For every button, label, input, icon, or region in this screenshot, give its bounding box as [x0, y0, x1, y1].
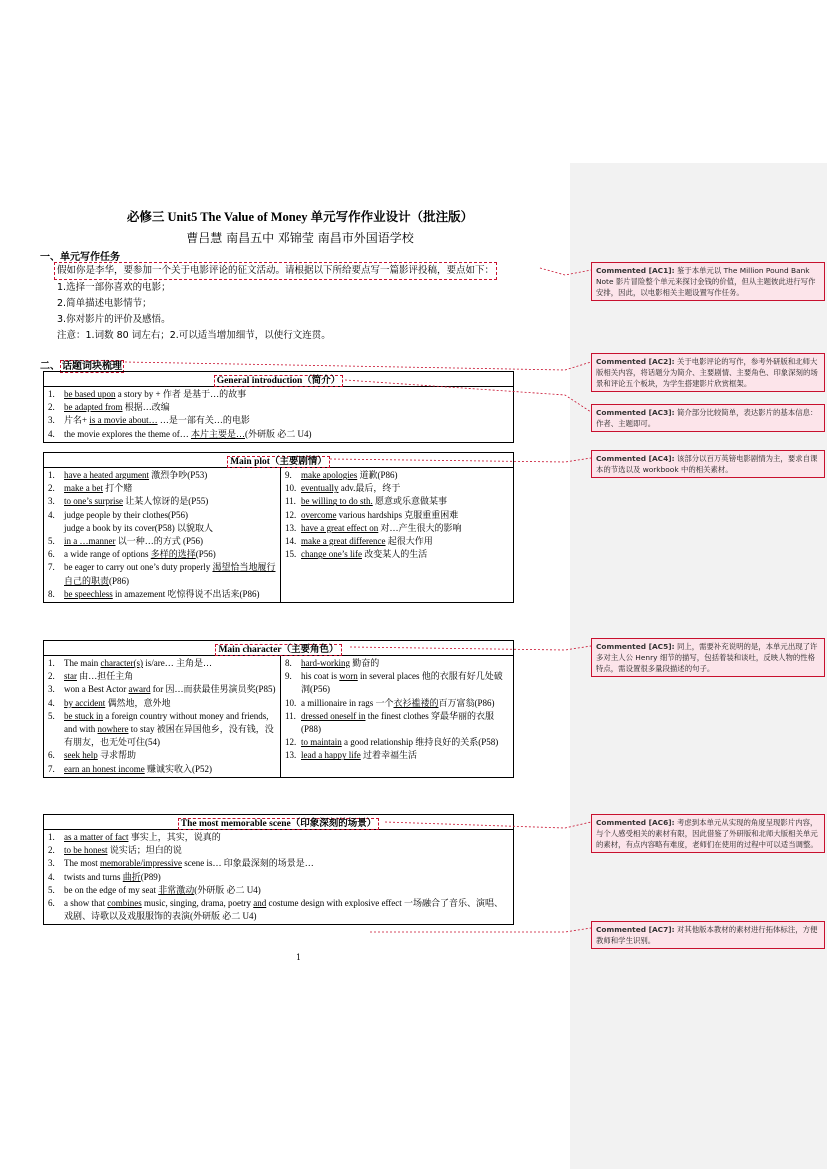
- list-item: [48, 897, 509, 923]
- table-header: The most memorable scene（印象深刻的场景）: [44, 815, 514, 830]
- item-text: his coat is worn in several places 他的衣服有好几处破洞(P56): [301, 671, 503, 695]
- writing-task: [57, 262, 547, 344]
- list-item: [48, 871, 509, 884]
- list-item: [48, 884, 509, 897]
- item-text: star 由…担任主角: [64, 671, 134, 682]
- comment-ac4[interactable]: Commented [AC4]: 该部分以百万英镑电影剧情为主，要求自课本的节选以及 workbook 中的相关素材。: [591, 450, 825, 478]
- item-text: earn an honest income 赚诚实收入(P52): [64, 763, 212, 774]
- list-item: [285, 535, 509, 548]
- item-text: twists and turns 曲折(P89): [64, 871, 161, 882]
- item-text: to be honest 说实话；坦白的说: [64, 845, 182, 856]
- item-text: judge a book by its cover(P58) 以貌取人: [64, 522, 213, 533]
- list-item: [48, 469, 276, 482]
- item-text: be willing to do sth. 愿意或乐意做某事: [301, 496, 448, 507]
- item-text: hard-working 勤奋的: [301, 658, 380, 668]
- item-text: be eager to carry out one’s duty properly 渴望恰当地履行自己的职责(P86): [64, 562, 276, 586]
- list-item: [285, 509, 509, 522]
- item-number: 2.: [48, 845, 55, 856]
- list-item: [285, 657, 509, 670]
- table-header: General introduction（简介）: [44, 372, 514, 387]
- comment-ac5[interactable]: Commented [AC5]: 同上，需要补充说明的是，本单元出现了许多对主人公 Henry 细节的描写，包括着装和谈吐，反映人物的性格特点，需设置很多量段描述的句子。: [591, 638, 825, 677]
- list-item: [48, 522, 276, 535]
- list-item: [48, 857, 509, 870]
- item-number: [48, 522, 64, 535]
- list-item: [48, 844, 509, 857]
- list-item: [285, 736, 509, 749]
- item-number: 15.: [285, 549, 297, 560]
- item-text: by accident 偶然地，意外地: [64, 697, 171, 708]
- item-number: 4.: [48, 697, 55, 708]
- item-text: as a matter of fact 事实上，其实，说真的: [64, 832, 221, 842]
- item-text: a show that combines music, singing, drama, poetry and costume design with explosive effect 一场融合了音乐、演唱、戏剧、诗歌以及戏服服饰的表演(外研版 必二 U4): [64, 898, 504, 922]
- item-text: change one’s life 改变某人的生活: [301, 549, 428, 560]
- list-item: [48, 749, 276, 762]
- item-text: make apologies 道歉(P86): [301, 470, 398, 480]
- item-text: to maintain a good relationship 维持良好的关系(P58): [301, 737, 499, 748]
- item-text: have a great effect on 对…产生很大的影响: [301, 522, 462, 533]
- item-text: a millionaire in rags 一个衣衫褴褛的百万富翁(P86): [301, 697, 495, 708]
- item-text: 片名+ is a movie about… …是一部有关…的电影: [64, 415, 250, 426]
- item-number: 7.: [48, 763, 55, 774]
- task-line: 注意：1.词数 80 词左右；2.可以适当增加细节，以使行文连贯。: [57, 330, 331, 341]
- item-number: 6.: [48, 898, 55, 909]
- item-number: 8.: [48, 588, 55, 599]
- task-line: 2.简单描述电影情节；: [57, 298, 152, 309]
- item-number: 3.: [48, 858, 55, 869]
- item-number: 4.: [48, 428, 55, 439]
- task-line: 假如你是李华，要参加一个关于电影评论的征文活动。请根据以下所给要点写一篇影评投稿，要点如下：: [57, 262, 547, 280]
- list-item: [285, 697, 509, 710]
- item-number: 6.: [48, 750, 55, 761]
- item-text: the movie explores the theme of… 本片主要是…(外研版 必二 U4): [64, 428, 312, 439]
- item-text: eventually adv.最后，终于: [301, 483, 401, 494]
- plot-table: [43, 452, 514, 603]
- list-cell: [281, 656, 514, 778]
- list-item: [285, 469, 509, 482]
- item-text: The most memorable/impressive scene is… 印象最深刻的场景是…: [64, 858, 314, 869]
- item-number: 12.: [285, 509, 297, 520]
- item-number: 5.: [48, 536, 55, 547]
- list-item: [48, 482, 276, 495]
- item-number: 10.: [285, 483, 297, 494]
- list-cell: [281, 468, 514, 603]
- list-item: [48, 831, 509, 844]
- list-item: [48, 495, 276, 508]
- item-number: 3.: [48, 684, 55, 695]
- item-number: 3.: [48, 496, 55, 507]
- list-item: [48, 414, 509, 427]
- comment-ac7[interactable]: Commented [AC7]: 对其他版本教材的素材进行拓体标注，方便教师和学生识别。: [591, 921, 825, 949]
- list-cell: [44, 830, 514, 925]
- item-number: 1.: [48, 389, 55, 399]
- scene-table: [43, 814, 514, 925]
- item-number: 4.: [48, 509, 55, 520]
- list-item: [48, 763, 276, 776]
- item-number: 8.: [285, 658, 292, 668]
- item-number: 11.: [285, 710, 296, 721]
- item-text: be on the edge of my seat 非常激动(外研版 必二 U4): [64, 884, 261, 895]
- list-item: [285, 482, 509, 495]
- list-cell: [44, 656, 281, 778]
- character-table: [43, 640, 514, 778]
- item-text: be adapted from 根据…改编: [64, 402, 170, 413]
- item-number: 13.: [285, 522, 297, 533]
- page-number: 1: [296, 953, 302, 962]
- list-item: [285, 522, 509, 535]
- item-number: 10.: [285, 697, 297, 708]
- item-text: be stuck in a foreign country without money and friends, and with nowhere to stay 被困在异国他乡，没有钱，没有朋友，也无处可住(54): [64, 710, 274, 748]
- list-item: [48, 388, 509, 401]
- item-number: 13.: [285, 750, 297, 761]
- item-text: in a …manner 以一种…的方式 (P56): [64, 536, 203, 547]
- list-item: [48, 509, 276, 522]
- item-number: 7.: [48, 562, 55, 573]
- comment-ac3[interactable]: Commented [AC3]: 简介部分比较简单，表达影片的基本信息：作者、主题即可。: [591, 404, 825, 432]
- item-text: make a bet 打个赌: [64, 483, 133, 494]
- list-item: [48, 683, 276, 696]
- list-item: [48, 548, 276, 561]
- list-item: [285, 495, 509, 508]
- list-item: [48, 670, 276, 683]
- list-cell: [44, 468, 281, 603]
- item-text: seek help 寻求帮助: [64, 750, 137, 761]
- comment-ac1[interactable]: Commented [AC1]: 鉴于本单元以 The Million Pound Bank Note 影片冒险整个单元来探讨金钱的价值，但从主题彼此进行写作安排，因此，以电影相关主题设置写作任务。: [591, 262, 825, 301]
- list-item: [48, 588, 276, 601]
- item-text: dressed oneself in the finest clothes 穿最华丽的衣服(P88): [301, 710, 494, 735]
- item-text: The main character(s) is/are… 主角是…: [64, 658, 212, 668]
- item-text: won a Best Actor award for 因…而获最佳男演员奖(P85): [64, 684, 276, 695]
- list-item: [48, 657, 276, 670]
- item-number: 2.: [48, 483, 55, 494]
- item-text: make a great difference 起很大作用: [301, 536, 433, 547]
- list-item: [285, 749, 509, 762]
- item-number: 4.: [48, 871, 55, 882]
- item-text: a wide range of options 多样的选择(P56): [64, 549, 216, 560]
- section-heading-topics: 二、 话题词块梳理: [40, 361, 122, 372]
- intro-table: [43, 371, 514, 443]
- task-line: 1.选择一部你喜欢的电影；: [57, 282, 171, 293]
- item-number: 11.: [285, 496, 296, 507]
- list-item: [285, 548, 509, 561]
- list-item: [48, 710, 276, 750]
- item-number: 1.: [48, 470, 55, 480]
- item-text: to one’s surprise 让某人惊讶的是(P55): [64, 496, 209, 507]
- item-text: be speechless in amazement 吃惊得说不出话来(P86): [64, 588, 260, 599]
- comment-ac2[interactable]: Commented [AC2]: 关于电影评论的写作，参考外研版和北师大版相关内容，将话题分为简介、主要剧情、主要角色、印象深刻的场景和评论五个板块，为学生搭建影片欣赏框架。: [591, 353, 825, 392]
- item-number: 5.: [48, 710, 55, 721]
- item-number: 2.: [48, 402, 55, 413]
- list-item: [48, 697, 276, 710]
- list-item: [48, 535, 276, 548]
- list-item: [285, 710, 509, 736]
- item-number: 12.: [285, 737, 297, 748]
- item-number: 2.: [48, 671, 55, 682]
- task-line: 3.你对影片的评价及感悟。: [57, 314, 171, 325]
- item-number: 3.: [48, 415, 55, 426]
- item-text: lead a happy life 过着幸福生活: [301, 750, 417, 761]
- item-text: have a heated argument 激烈争吵(P53): [64, 470, 208, 480]
- item-text: be based upon a story by + 作者 是基于…的故事: [64, 389, 247, 399]
- item-number: 14.: [285, 536, 297, 547]
- page-title: 必修三 Unit5 The Value of Money 单元写作作业设计（批注版）: [126, 210, 474, 224]
- list-item: [48, 561, 276, 587]
- list-item: [48, 428, 509, 441]
- table-header: Main plot（主要剧情）: [44, 453, 514, 468]
- item-text: overcome various hardships 克服重重困难: [301, 509, 459, 520]
- item-text: judge people by their clothes(P56): [64, 509, 188, 520]
- item-number: 9.: [285, 470, 292, 480]
- comment-ac6[interactable]: Commented [AC6]: 考虑到本单元从实现的角度呈现影片内容，与个人感受相关的素材有限，因此借鉴了外研版和北师大版相关单元的素材，有点内容略有难度，老师们在使用的过程中可以适当调整。: [591, 814, 825, 853]
- list-item: [285, 670, 509, 696]
- authors-line: 曹吕慧 南昌五中 邓锦莹 南昌市外国语学校: [186, 231, 414, 245]
- section-heading-task: 一、单元写作任务: [40, 252, 120, 263]
- item-number: 5.: [48, 884, 55, 895]
- item-number: 1.: [48, 658, 55, 668]
- item-number: 9.: [285, 671, 292, 682]
- item-number: 6.: [48, 549, 55, 560]
- table-header: Main character（主要角色）: [44, 641, 514, 656]
- list-cell: [44, 387, 514, 443]
- item-number: 1.: [48, 832, 55, 842]
- list-item: [48, 401, 509, 414]
